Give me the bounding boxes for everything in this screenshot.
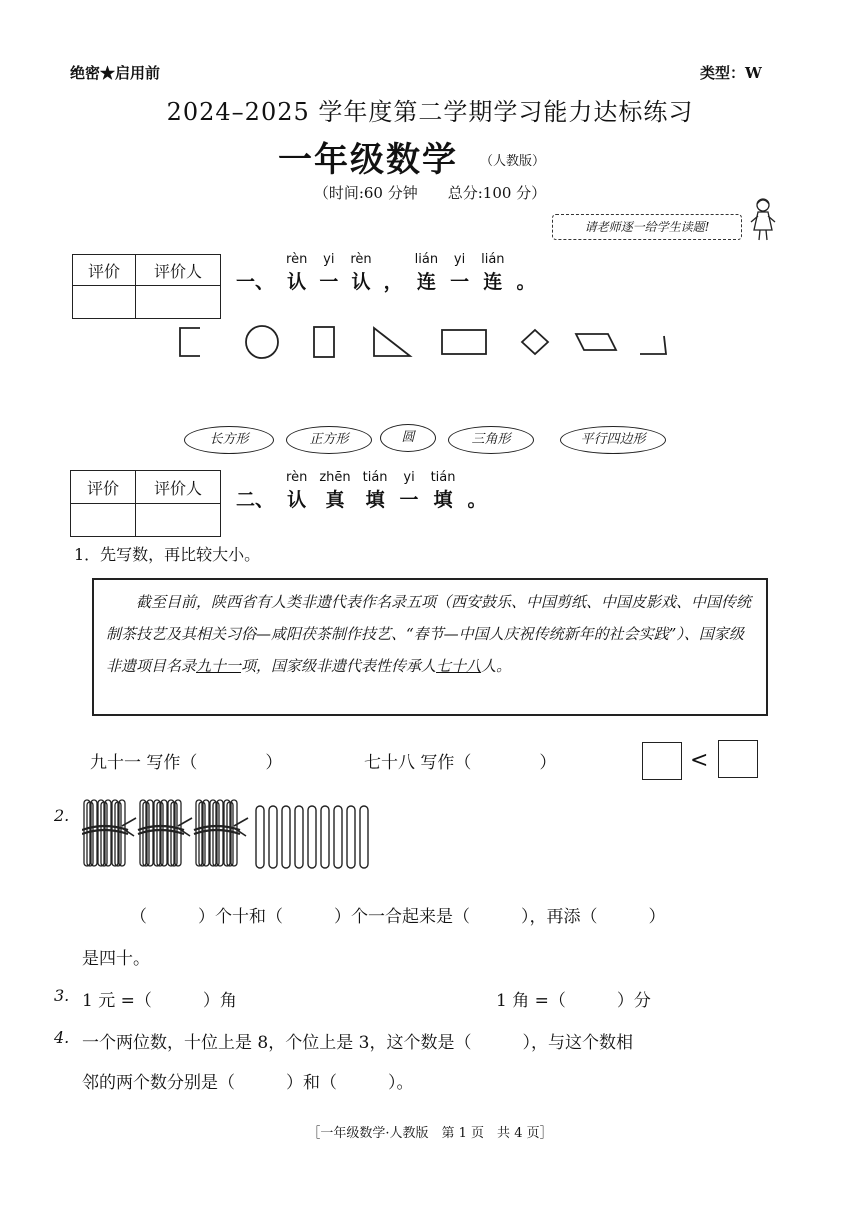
- section-number: 二、: [236, 489, 275, 511]
- stick-bundle-icon: [194, 800, 248, 866]
- hanzi: 认: [287, 489, 307, 511]
- hanzi: 连: [483, 271, 503, 293]
- evaluator-cell[interactable]: [136, 286, 221, 319]
- heritage-passage: [92, 578, 768, 716]
- pinyin: zhēn: [319, 470, 351, 485]
- partial-triangle-icon[interactable]: [640, 336, 666, 354]
- pinyin: tián: [430, 470, 456, 485]
- pinyin: yi: [453, 252, 466, 267]
- eval-table-2: [70, 470, 221, 537]
- rectangle-icon[interactable]: [442, 330, 486, 354]
- passage-text-a: 截至目前，陕西省有人类非遗代表作名录五项（西安鼓乐、中国剪纸、中国皮影戏、中国传统制茶技艺及其相关习俗—咸阳茯茶制作技艺、“春节—中国人庆祝传统新年的社会实践”）、国家级非遗项目名录: [106, 593, 752, 675]
- label-parallelogram[interactable]: 平行四边形: [560, 426, 666, 454]
- pinyin: yi: [323, 252, 335, 267]
- pinyin: rèn: [286, 252, 308, 267]
- compare-box-left[interactable]: [642, 742, 682, 780]
- stick-bundle-icon: [138, 800, 192, 866]
- question-4-number: 4.: [54, 1028, 70, 1047]
- pinyin: rèn: [350, 252, 372, 267]
- hanzi: 填: [433, 489, 453, 511]
- pinyin: yi: [403, 470, 415, 485]
- question-3-jiao[interactable]: 1 角 =（ ）分: [496, 991, 651, 1011]
- eval-label: 评价: [73, 255, 136, 286]
- hanzi: 。: [516, 271, 536, 293]
- less-than-sign: <: [690, 748, 709, 773]
- counting-sticks-figure: [82, 796, 422, 872]
- question-2-number: 2.: [54, 806, 70, 825]
- evaluator-cell[interactable]: [136, 504, 221, 537]
- eval-label: 评价: [71, 471, 136, 504]
- subject-title: 一年级数学: [278, 140, 458, 180]
- compare-box-right[interactable]: [718, 740, 758, 778]
- hanzi: 一: [399, 489, 419, 511]
- section-1-title: [236, 252, 536, 294]
- eval-cell[interactable]: [71, 504, 136, 537]
- circle-icon[interactable]: [246, 326, 278, 358]
- section-number: 一、: [236, 271, 275, 293]
- eval-table-1: [72, 254, 221, 319]
- section-2-title: [236, 470, 487, 512]
- hanzi: ，: [383, 271, 403, 293]
- teacher-reminder: 请老师逐一给学生读题!: [552, 214, 742, 240]
- page-footer: ［一年级数学·人教版 第 1 页 共 4 页］: [307, 1126, 553, 1141]
- shapes-row: [170, 322, 680, 366]
- pinyin: lián: [481, 252, 505, 267]
- hanzi: 一: [319, 271, 339, 293]
- pinyin: lián: [414, 252, 439, 267]
- label-circle[interactable]: 圆: [380, 424, 436, 452]
- girl-figure-icon: [748, 196, 778, 242]
- question-4-line1[interactable]: 一个两位数，十位上是 8，个位上是 3，这个数是（ ），与这个数相: [82, 1033, 633, 1053]
- stick-bundle-icon: [82, 800, 136, 866]
- pinyin: rèn: [286, 470, 308, 485]
- hanzi: 填: [365, 489, 385, 511]
- passage-text-b: 项，国家级非遗代表性传承人: [241, 657, 437, 675]
- passage-number-78: 七十八: [436, 657, 482, 675]
- hanzi: 一: [450, 271, 470, 293]
- exam-info: （时间:60 分钟 总分:100 分）: [313, 184, 547, 202]
- evaluator-label: 评价人: [136, 471, 221, 504]
- evaluator-label: 评价人: [136, 255, 221, 286]
- hanzi: 真: [325, 489, 345, 511]
- parallelogram-icon[interactable]: [576, 334, 616, 350]
- passage-text-c: 人。: [481, 657, 512, 675]
- question-3-yuan[interactable]: 1 元 =（ ）角: [82, 991, 237, 1011]
- passage-number-91: 九十一: [196, 657, 242, 675]
- question-2-line1[interactable]: （ ）个十和（ ）个一合起来是（ ），再添（ ）: [130, 907, 666, 927]
- confidential-label: 绝密★启用前: [70, 64, 161, 82]
- diamond-icon[interactable]: [522, 330, 548, 354]
- open-rectangle-icon[interactable]: [180, 328, 200, 356]
- question-3-number: 3.: [54, 986, 70, 1005]
- exam-title: 2024–2025 学年度第二学期学习能力达标练习: [166, 98, 694, 126]
- write-78-blank[interactable]: 七十八 写作（ ）: [364, 753, 557, 773]
- single-sticks-icon: [256, 806, 368, 868]
- label-square[interactable]: 正方形: [286, 426, 372, 454]
- hanzi: 连: [416, 271, 436, 293]
- hanzi: 。: [467, 489, 487, 511]
- write-91-blank[interactable]: 九十一 写作（ ）: [90, 753, 283, 773]
- label-triangle[interactable]: 三角形: [448, 426, 534, 454]
- question-1-label: 1．先写数，再比较大小。: [74, 545, 261, 564]
- label-rectangle[interactable]: 长方形: [184, 426, 274, 454]
- square-icon[interactable]: [314, 327, 334, 357]
- pinyin: tián: [362, 470, 388, 485]
- edition-label: （人教版）: [480, 154, 546, 169]
- eval-cell[interactable]: [73, 286, 136, 319]
- type-label: 类型：W: [700, 64, 762, 82]
- triangle-icon[interactable]: [374, 328, 410, 356]
- hanzi: 认: [287, 271, 307, 293]
- question-2-line2: 是四十。: [82, 949, 150, 969]
- question-4-line2[interactable]: 邻的两个数分别是（ ）和（ ）。: [82, 1073, 414, 1093]
- hanzi: 认: [351, 271, 371, 293]
